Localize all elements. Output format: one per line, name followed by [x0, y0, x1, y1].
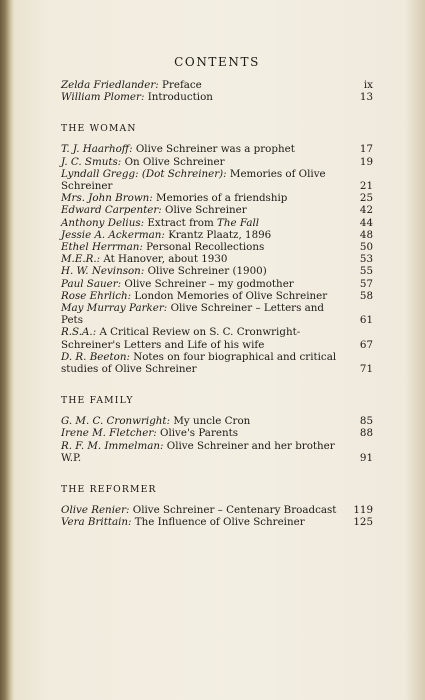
toc-title: Notes on four biographical and critical studies of Olive Schreiner [61, 350, 337, 376]
toc-author: R.S.A.: [61, 326, 97, 339]
contents-block [61, 55, 373, 528]
toc-page-number: 85 [359, 415, 373, 428]
toc-title: London Memories of Olive Schreiner [134, 289, 328, 302]
toc-title: Olive Schreiner (1900) [147, 265, 267, 278]
toc-page-number: 61 [359, 314, 373, 327]
toc-entry [61, 192, 373, 204]
section-heading: THE WOMAN [61, 123, 137, 135]
toc-title: My uncle Cron [173, 415, 251, 428]
toc-author: J. C. Smuts: [61, 155, 122, 168]
toc-page-number: 13 [359, 91, 373, 104]
section-heading: THE FAMILY [61, 395, 134, 407]
section-heading: THE REFORMER [61, 484, 157, 496]
toc-title: Olive Schreiner – Centenary Broadcast [132, 504, 337, 517]
toc-page-number: 88 [359, 427, 373, 440]
toc-page-number: 44 [359, 216, 373, 229]
toc-title: A Critical Review on S. C. Cronwright-Schreiner's Letters and Life of his wife [61, 326, 301, 351]
toc-entry-preface [61, 79, 373, 91]
toc-author: May Murray Parker: [61, 302, 168, 315]
toc-entry [61, 326, 373, 350]
toc-page-number: 19 [359, 155, 373, 168]
toc-entry [61, 217, 373, 229]
toc-title: Preface [162, 79, 202, 91]
toc-sections [61, 123, 373, 528]
toc-author: T. J. Haarhoff: [61, 143, 133, 156]
page-edge [405, 0, 425, 700]
toc-page-number: 119 [353, 504, 373, 517]
toc-entry [61, 229, 373, 241]
toc-title: Krantz Plaatz, 1896 [168, 228, 272, 241]
toc-author: Mrs. John Brown: [61, 192, 153, 205]
toc-author: Olive Renier: [61, 504, 130, 517]
toc-page-number: 50 [359, 241, 373, 254]
toc-page-number: 17 [359, 143, 373, 156]
toc-entry [61, 156, 373, 168]
toc-title: On Olive Schreiner [124, 155, 225, 168]
toc-entry [61, 516, 373, 528]
toc-author: Rose Ehrlich: [61, 289, 132, 302]
toc-entry [61, 168, 373, 192]
toc-entry [61, 504, 373, 516]
toc-author: Paul Sauer: [61, 277, 122, 290]
toc-title: Olive Schreiner and her brother W.P. [61, 439, 335, 464]
toc-author: M.E.R.: [61, 253, 101, 266]
toc-entry [61, 143, 373, 155]
page-gutter-shadow [0, 0, 14, 700]
toc-title: Olive Schreiner – my godmother [124, 277, 294, 290]
toc-author: Vera Brittain: [61, 516, 132, 529]
toc-entry [61, 241, 373, 253]
toc-title: Olive's Parents [160, 427, 239, 440]
toc-page-number: 25 [359, 192, 373, 205]
toc-author: G. M. C. Cronwright: [61, 415, 171, 428]
toc-entry [61, 290, 373, 302]
toc-page-number: 48 [359, 228, 373, 241]
toc-title: Personal Recollections [146, 241, 265, 254]
toc-title: Memories of Olive Schreiner [61, 167, 326, 193]
toc-author: William Plomer: [61, 91, 145, 104]
toc-page-number: 57 [359, 277, 373, 290]
toc-title: Olive Schreiner [165, 204, 247, 217]
toc-title: Olive Schreiner was a prophet [135, 143, 295, 156]
toc-entry [61, 278, 373, 290]
toc-author: Lyndall Gregg: (Dot Schreiner): [61, 167, 227, 180]
toc-entry [61, 415, 373, 427]
toc-entry [61, 440, 373, 464]
toc-page-number: 91 [359, 451, 373, 464]
toc-title-italic: The Fall [217, 216, 260, 229]
toc-title: At Hanover, about 1930 [103, 253, 228, 266]
toc-author: D. R. Beeton: [61, 350, 130, 363]
toc-title: The Influence of Olive Schreiner [134, 516, 305, 529]
page-title: CONTENTS [174, 55, 260, 69]
toc-page-number: 71 [359, 363, 373, 376]
toc-author: Ethel Herrman: [61, 241, 143, 254]
toc-entry [61, 265, 373, 277]
toc-title: Introduction [147, 91, 213, 104]
toc-author: H. W. Nevinson: [61, 265, 145, 278]
toc-author: Jessie A. Ackerman: [61, 228, 165, 241]
toc-page-number: ix [363, 79, 373, 91]
toc-entry [61, 253, 373, 265]
toc-author: Edward Carpenter: [61, 204, 162, 217]
toc-page-number: 58 [359, 289, 373, 302]
toc-title: Memories of a friendship [156, 192, 288, 205]
toc-page-number: 42 [359, 204, 373, 217]
toc-page-number: 21 [359, 180, 373, 193]
toc-entry [61, 302, 373, 326]
toc-entry-introduction [61, 91, 373, 103]
toc-title: Extract from [147, 216, 218, 229]
toc-title: Olive Schreiner – Letters and Pets [61, 302, 325, 327]
toc-entry [61, 351, 373, 375]
toc-entry [61, 204, 373, 216]
toc-author: Zelda Friedlander: [61, 79, 159, 91]
toc-page-number: 53 [359, 253, 373, 266]
toc-entry [61, 427, 373, 439]
toc-author: Irene M. Fletcher: [61, 427, 157, 440]
toc-page-number: 125 [353, 516, 373, 529]
toc-author: Anthony Delius: [61, 216, 145, 229]
toc-author: R. F. M. Immelman: [61, 439, 164, 452]
toc-page-number: 55 [359, 265, 373, 278]
toc-page-number: 67 [359, 338, 373, 351]
